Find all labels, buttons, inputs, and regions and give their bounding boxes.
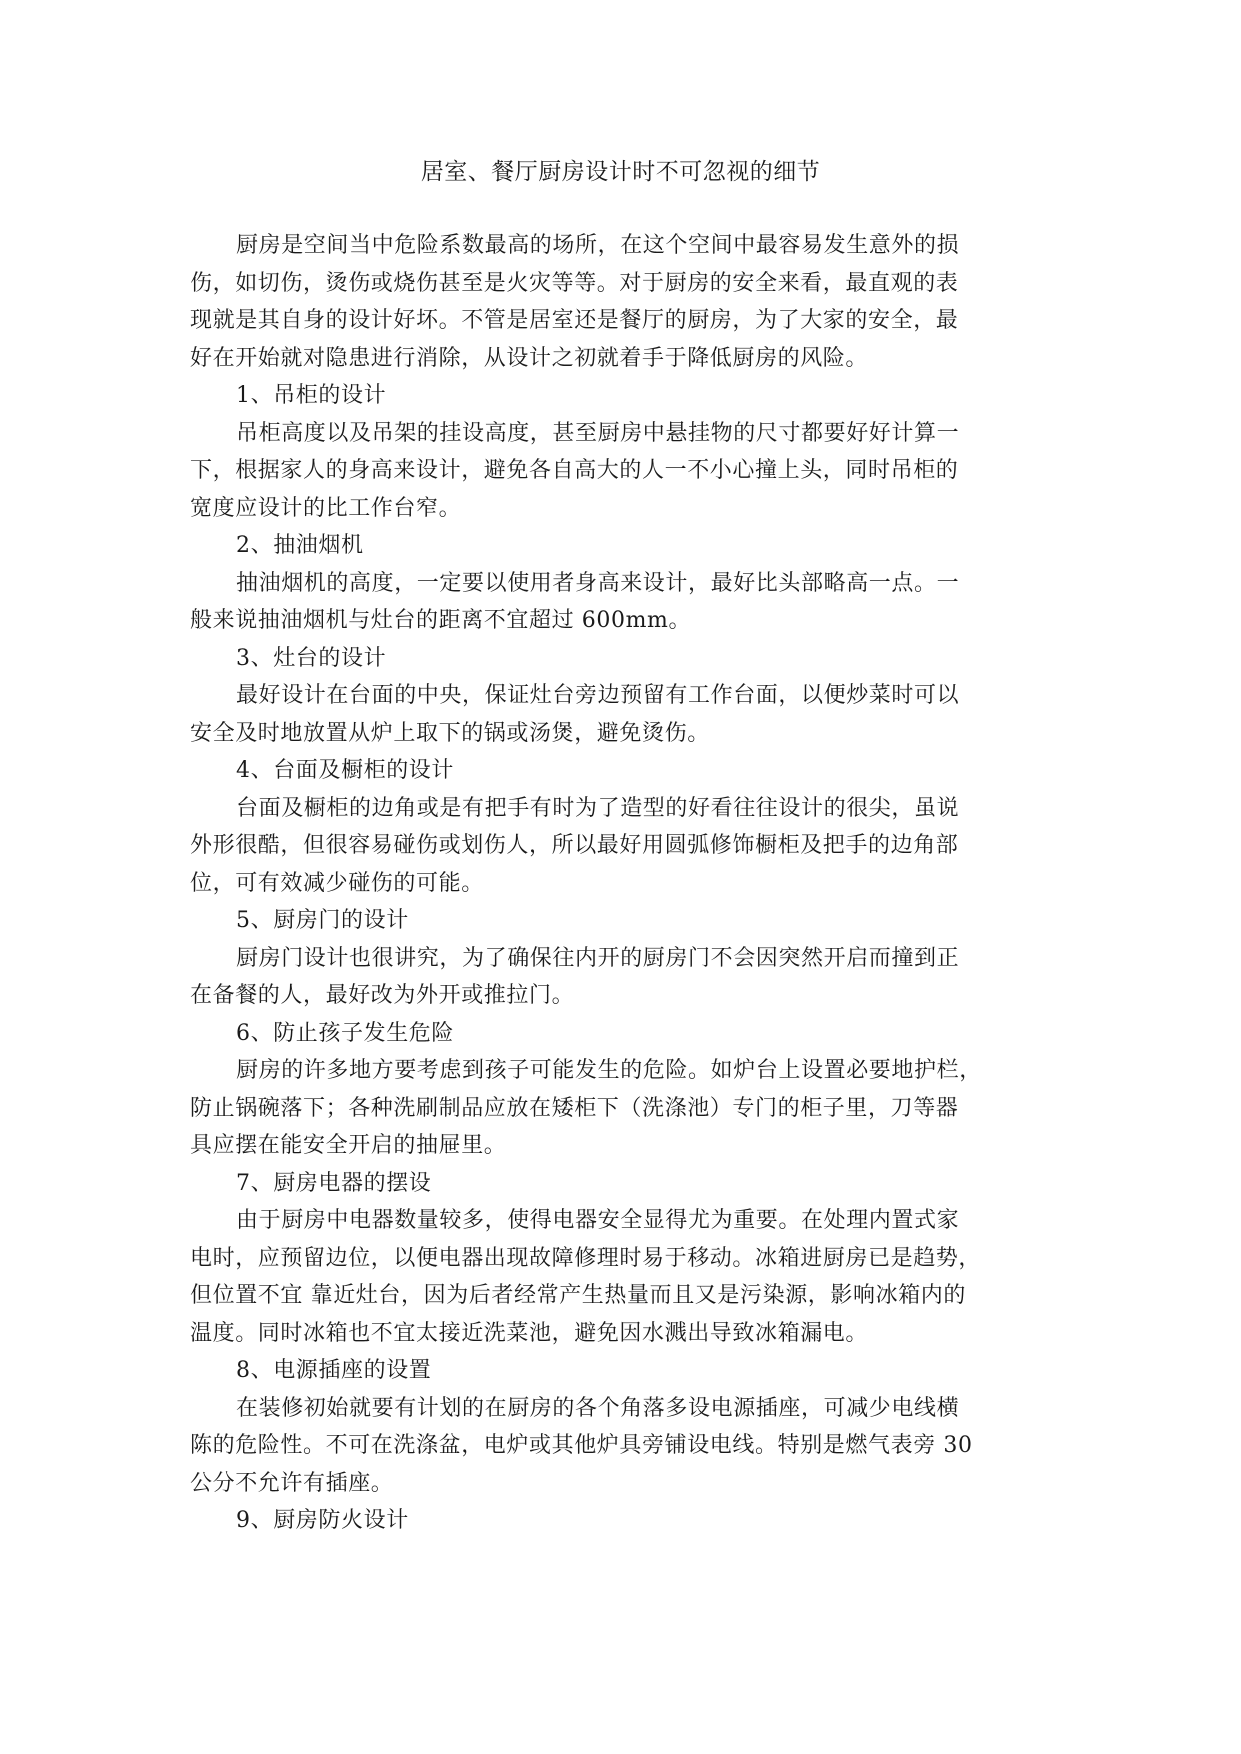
text-line: 抽油烟机的高度，一定要以使用者身高来设计，最好比头部略高一点。一 xyxy=(236,570,960,596)
text-line: 厨房是空间当中危险系数最高的场所，在这个空间中最容易发生意外的损 xyxy=(236,233,960,258)
text-line: 厨房门设计也很讲究，为了确保往内开的厨房门不会因突然开启而撞到正 xyxy=(236,945,960,971)
text-line: 在装修初始就要有计划的在厨房的各个角落多设电源插座，可减少电线横 xyxy=(236,1395,960,1421)
text-line: 具应摆在能安全开启的抽屉里。 xyxy=(190,1133,507,1158)
text-line: 2、抽油烟机 xyxy=(236,533,364,558)
text-line: 伤，如切伤，烫伤或烧伤甚至是火灾等等。对于厨房的安全来看，最直观的表 xyxy=(190,270,959,296)
text-line: 好在开始就对隐患进行消除，从设计之初就着手于降低厨房的风险。 xyxy=(190,345,869,371)
text-line: 宽度应设计的比工作台窄。 xyxy=(190,495,462,521)
text-line: 公分不允许有插座。 xyxy=(190,1470,394,1496)
text-line: 3、灶台的设计 xyxy=(236,645,387,671)
text-line: 9、厨房防火设计 xyxy=(236,1508,409,1533)
text-line: 外形很酷，但很容易碰伤或划伤人，所以最好用圆弧修饰橱柜及把手的边角部 xyxy=(190,833,959,858)
text-line: 安全及时地放置从炉上取下的锅或汤煲，避免烫伤。 xyxy=(190,720,710,746)
text-line: 但位置不宜 靠近灶台，因为后者经常产生热量而且又是污染源，影响冰箱内的 xyxy=(190,1283,966,1308)
text-line: 陈的危险性。不可在洗涤盆，电炉或其他炉具旁铺设电线。特别是燃气表旁 30 xyxy=(190,1433,973,1458)
document-title: 居室、餐厅厨房设计时不可忽视的细节 xyxy=(420,159,821,185)
text-line: 6、防止孩子发生危险 xyxy=(236,1020,454,1046)
text-line: 5、厨房门的设计 xyxy=(236,908,409,933)
text-line: 防止锅碗落下；各种洗刷制品应放在矮柜下（洗涤池）专门的柜子里，刀等器 xyxy=(190,1095,959,1121)
text-line: 位，可有效减少碰伤的可能。 xyxy=(190,870,484,896)
text-line: 温度。同时冰箱也不宜太接近洗菜池，避免因水溅出导致冰箱漏电。 xyxy=(190,1320,869,1346)
text-line: 现就是其自身的设计好坏。不管是居室还是餐厅的厨房，为了大家的安全，最 xyxy=(190,308,959,333)
text-line: 1、吊柜的设计 xyxy=(236,383,387,408)
text-line: 台面及橱柜的边角或是有把手有时为了造型的好看往往设计的很尖，虽说 xyxy=(236,795,960,821)
text-line: 由于厨房中电器数量较多，使得电器安全显得尤为重要。在处理内置式家 xyxy=(236,1208,960,1233)
text-line: 8、电源插座的设置 xyxy=(236,1358,432,1383)
text-line: 般来说抽油烟机与灶台的距离不宜超过 600mm。 xyxy=(190,608,692,633)
text-line: 4、台面及橱柜的设计 xyxy=(236,758,454,783)
text-line: 电时，应预留边位，以便电器出现故障修理时易于移动。冰箱进厨房已是趋势， xyxy=(190,1245,982,1271)
text-line: 最好设计在台面的中央，保证灶台旁边预留有工作台面，以便炒菜时可以 xyxy=(236,683,960,708)
text-line: 下，根据家人的身高来设计，避免各自高大的人一不小心撞上头，同时吊柜的 xyxy=(190,458,959,483)
text-line: 7、厨房电器的摆设 xyxy=(236,1170,432,1196)
text-line: 在备餐的人，最好改为外开或推拉门。 xyxy=(190,983,575,1008)
document-body xyxy=(190,227,1065,1540)
text-line: 厨房的许多地方要考虑到孩子可能发生的危险。如炉台上设置必要地护栏， xyxy=(236,1058,982,1083)
text-line: 吊柜高度以及吊架的挂设高度，甚至厨房中悬挂物的尺寸都要好好计算一 xyxy=(236,420,960,446)
